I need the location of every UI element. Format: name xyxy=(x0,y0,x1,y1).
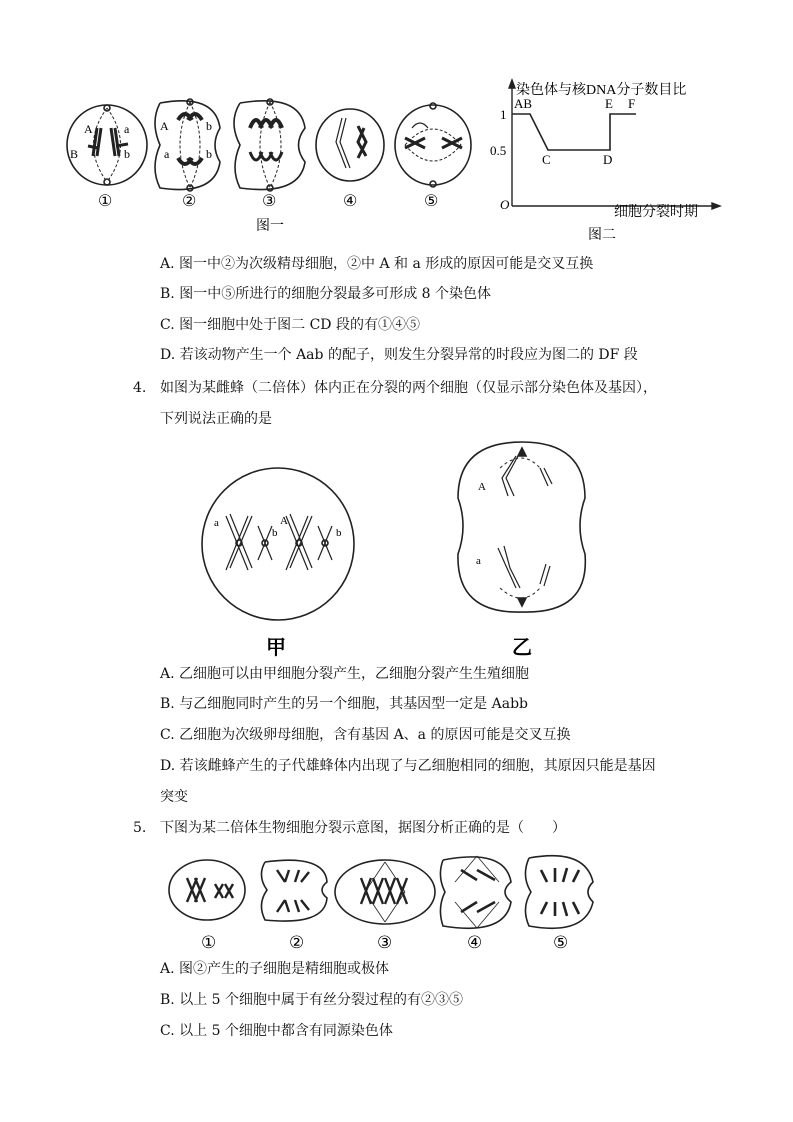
figure-one-caption: 图一 xyxy=(256,219,284,234)
graph-ylabel: 染色体与核DNA分子数目比 xyxy=(516,83,687,98)
q5-cell-3-drawing xyxy=(335,860,435,924)
cell-2-label: ② xyxy=(182,193,197,210)
q5-option-c: C. 以上 5 个细胞中都含有同源染色体 xyxy=(160,1023,393,1039)
jia-gene-A: A xyxy=(280,515,288,527)
yi-gene-A: A xyxy=(478,481,486,493)
q5-option-a: A. 图②产生的子细胞是精细胞或极体 xyxy=(160,961,390,977)
q5-cell-4-label: ④ xyxy=(467,933,483,952)
jia-gene-a: a xyxy=(214,517,219,529)
cell-1-gene-B: B xyxy=(70,147,79,161)
point-D: D xyxy=(603,152,613,167)
yi-gene-a: a xyxy=(476,555,481,567)
cell-2-gene-b-top: b xyxy=(206,119,212,133)
cell-5-drawing xyxy=(395,103,471,187)
q4-option-a: A. 乙细胞可以由甲细胞分裂产生，乙细胞分裂产生生殖细胞 xyxy=(160,666,530,682)
cell-2-gene-A: A xyxy=(160,119,169,133)
q4-option-d: D. 若该雌蜂产生的子代雄蜂体内出现了与乙细胞相同的细胞，其原因只能是基因 xyxy=(160,758,656,774)
q5-cell-5-label: ⑤ xyxy=(553,933,569,952)
cell-3-label: ③ xyxy=(262,193,277,210)
point-C: C xyxy=(542,152,551,167)
origin-label: O xyxy=(500,197,510,212)
cell-jia-label: 甲 xyxy=(266,637,286,659)
cell-2-gene-a: a xyxy=(164,147,170,161)
cell-1-label: ① xyxy=(98,193,113,210)
figure-two-graph xyxy=(490,76,730,246)
cell-1-gene-b: b xyxy=(124,147,130,161)
q5-cell-4-drawing xyxy=(440,856,511,928)
q4-stem-line1: 如图为某雌蜂（二倍体）体内正在分裂的两个细胞（仅显示部分染色体及基因）， xyxy=(160,380,657,396)
tick-0-5: 0.5 xyxy=(490,143,507,158)
jia-gene-b: b xyxy=(272,527,278,539)
q4-stem-line2: 下列说法正确的是 xyxy=(160,411,272,427)
point-E: E xyxy=(605,96,613,111)
point-AB: AB xyxy=(514,96,533,111)
ratio-line xyxy=(512,114,636,150)
q5-number: 5. xyxy=(133,820,147,836)
cell-yi-drawing xyxy=(458,442,585,612)
figure-one xyxy=(60,88,490,238)
cell-4-label: ④ xyxy=(343,193,358,210)
cell-4-drawing xyxy=(316,109,384,181)
q4-option-d-cont: 突变 xyxy=(160,789,188,805)
tick-1: 1 xyxy=(500,107,507,122)
q5-cell-2-drawing xyxy=(261,860,327,921)
cell-3-drawing xyxy=(234,99,305,191)
figure-two-caption: 图二 xyxy=(588,228,616,243)
q5-figure xyxy=(165,842,625,954)
cell-5-label: ⑤ xyxy=(424,193,439,210)
q5-cell-3-label: ③ xyxy=(377,933,393,952)
q3-option-d: D. 若该动物产生一个 Aab 的配子，则发生分裂异常的时段应为图二的 DF 段 xyxy=(160,347,638,363)
q5-stem: 下图为某二倍体生物细胞分裂示意图，据图分析正确的是（ ） xyxy=(160,820,566,836)
q4-figure xyxy=(200,438,600,668)
cell-1-gene-a: a xyxy=(124,122,130,136)
cell-1-gene-A: A xyxy=(84,122,93,136)
jia-gene-b2: b xyxy=(336,527,342,539)
q3-option-a: A. 图一中②为次级精母细胞，②中 A 和 a 形成的原因可能是交叉互换 xyxy=(160,256,594,272)
q4-option-b: B. 与乙细胞同时产生的另一个细胞，其基因型一定是 Aabb xyxy=(160,696,529,712)
q5-cell-5-drawing xyxy=(525,856,593,929)
cell-2-drawing xyxy=(155,99,220,191)
q4-number: 4. xyxy=(133,380,147,396)
q5-cell-2-label: ② xyxy=(289,933,305,952)
cell-jia-drawing xyxy=(202,468,354,620)
q3-option-b: B. 图一中⑤所进行的细胞分裂最多可形成 8 个染色体 xyxy=(160,286,491,302)
graph-xlabel: 细胞分裂时期 xyxy=(614,205,698,220)
q5-cell-1-label: ① xyxy=(201,933,217,952)
q3-option-c: C. 图一细胞中处于图二 CD 段的有①④⑤ xyxy=(160,317,420,333)
cell-1-drawing xyxy=(67,105,147,185)
q4-option-c: C. 乙细胞为次级卵母细胞，含有基因 A、a 的原因可能是交叉互换 xyxy=(160,727,571,743)
cell-2-gene-b-bottom: b xyxy=(206,147,212,161)
cell-yi-label: 乙 xyxy=(512,637,532,659)
q5-cell-1-drawing xyxy=(169,860,245,920)
point-F: F xyxy=(628,96,636,111)
q5-option-b: B. 以上 5 个细胞中属于有丝分裂过程的有②③⑤ xyxy=(160,992,463,1008)
